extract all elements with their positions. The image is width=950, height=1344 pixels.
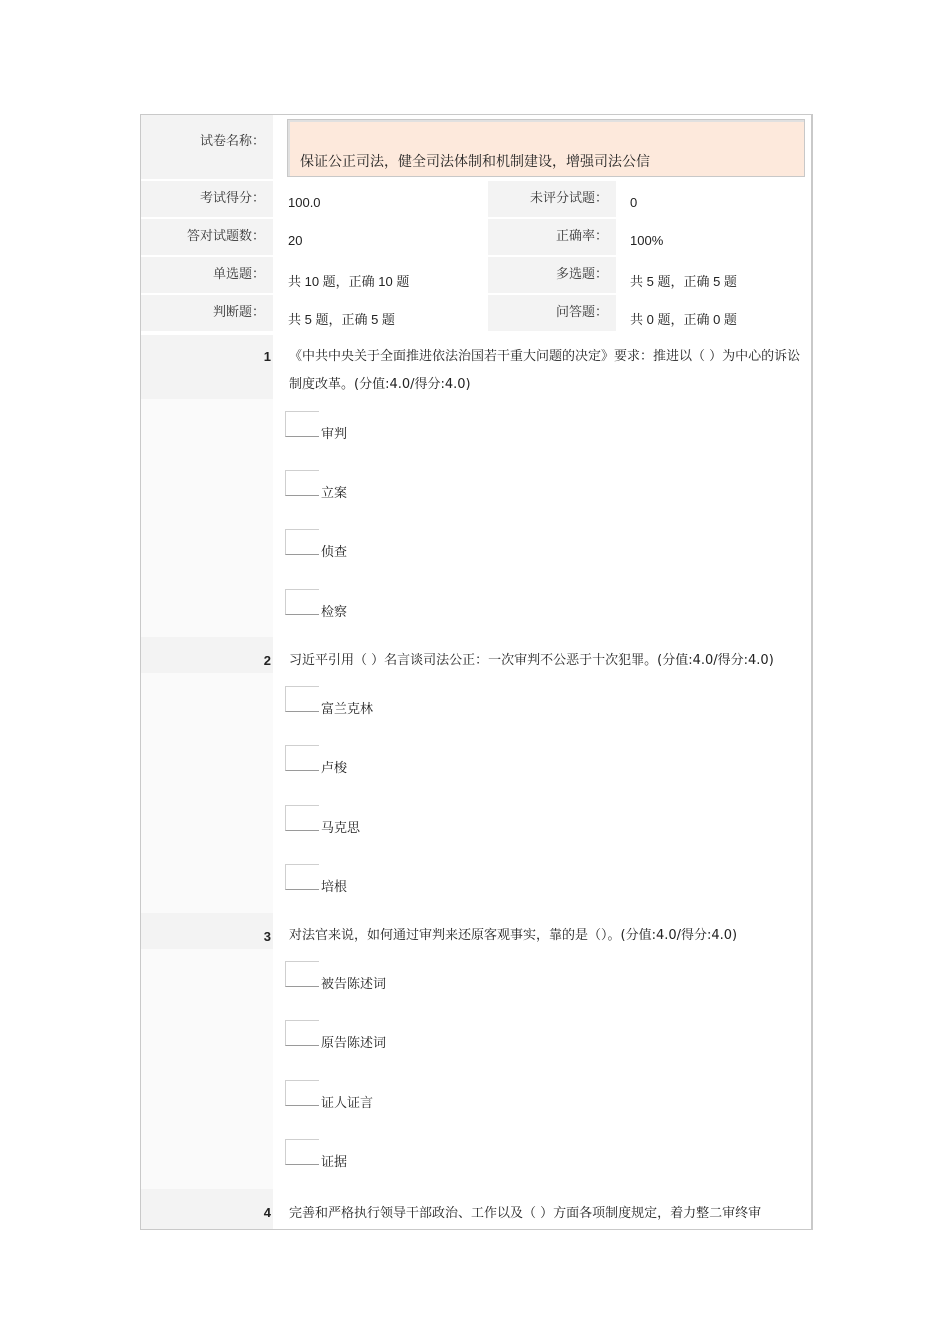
option-label: 侦查 <box>321 545 348 560</box>
option-label: 卢梭 <box>321 761 348 776</box>
options-gutter <box>141 949 273 1189</box>
accuracy-label: 正确率： <box>488 219 616 255</box>
option-checkbox[interactable] <box>285 1139 319 1165</box>
ungraded-label: 未评分试题： <box>488 181 616 217</box>
option-label: 证据 <box>321 1155 348 1170</box>
option-checkbox[interactable] <box>285 686 319 712</box>
exam-name-label: 试卷名称： <box>141 115 273 179</box>
ungraded-value: 0 <box>630 195 638 210</box>
correct-count-value: 20 <box>288 233 303 248</box>
question-text: 《中共中央关于全面推进依法治国若干重大问题的决定》要求：推进以（ ）为中心的诉讼制度改革。(分值:4.0/得分:4.0) <box>289 349 801 392</box>
correct-count-label: 答对试题数： <box>141 219 273 255</box>
single-choice-value: 共 10 题，正确 10 题 <box>288 274 410 289</box>
question-text: 习近平引用（ ）名言谈司法公正：一次审判不公恶于十次犯罪。(分值:4.0/得分:4.0) <box>289 653 774 668</box>
options-gutter <box>141 673 273 913</box>
option-checkbox[interactable] <box>285 411 319 437</box>
question-number: 4 <box>263 1205 271 1220</box>
option-checkbox[interactable] <box>285 470 319 496</box>
options-gutter <box>141 399 273 637</box>
question-number: 3 <box>263 929 271 944</box>
short-answer-label: 问答题： <box>488 295 616 331</box>
option-label: 立案 <box>321 486 348 501</box>
option-checkbox[interactable] <box>285 961 319 987</box>
exam-name-field <box>287 119 805 177</box>
short-answer-value: 共 0 题，正确 0 题 <box>630 312 737 327</box>
accuracy-value: 100% <box>630 233 664 248</box>
score-label: 考试得分： <box>141 181 273 217</box>
option-checkbox[interactable] <box>285 1080 319 1106</box>
question-number: 1 <box>263 349 271 364</box>
option-checkbox[interactable] <box>285 529 319 555</box>
exam-result-sheet <box>140 114 813 1230</box>
option-label: 原告陈述词 <box>321 1036 387 1051</box>
multi-choice-label: 多选题： <box>488 257 616 293</box>
option-label: 培根 <box>321 880 348 895</box>
question-number: 2 <box>263 653 271 668</box>
option-checkbox[interactable] <box>285 745 319 771</box>
question-number-cell <box>141 335 273 399</box>
single-choice-label: 单选题： <box>141 257 273 293</box>
option-checkbox[interactable] <box>285 864 319 890</box>
multi-choice-value: 共 5 题，正确 5 题 <box>630 274 737 289</box>
option-label: 富兰克林 <box>321 702 374 717</box>
option-label: 检察 <box>321 605 348 620</box>
option-checkbox[interactable] <box>285 805 319 831</box>
question-text: 完善和严格执行领导干部政治、工作以及（ ）方面各项制度规定，着力整二审终审 <box>289 1206 762 1221</box>
question-text: 对法官来说，如何通过审判来还原客观事实，靠的是（）。(分值:4.0/得分:4.0) <box>289 928 738 943</box>
true-false-value: 共 5 题，正确 5 题 <box>288 312 395 327</box>
option-checkbox[interactable] <box>285 589 319 615</box>
score-value: 100.0 <box>288 195 321 210</box>
option-label: 马克思 <box>321 821 361 836</box>
question-number-cell <box>141 1189 273 1229</box>
option-label: 审判 <box>321 427 348 442</box>
question-number-cell <box>141 913 273 949</box>
option-label: 证人证言 <box>321 1096 374 1111</box>
option-checkbox[interactable] <box>285 1020 319 1046</box>
option-label: 被告陈述词 <box>321 977 387 992</box>
exam-name-value: 保证公正司法，健全司法体制和机制建设，增强司法公信 <box>300 154 650 170</box>
question-number-cell <box>141 637 273 673</box>
true-false-label: 判断题： <box>141 295 273 331</box>
